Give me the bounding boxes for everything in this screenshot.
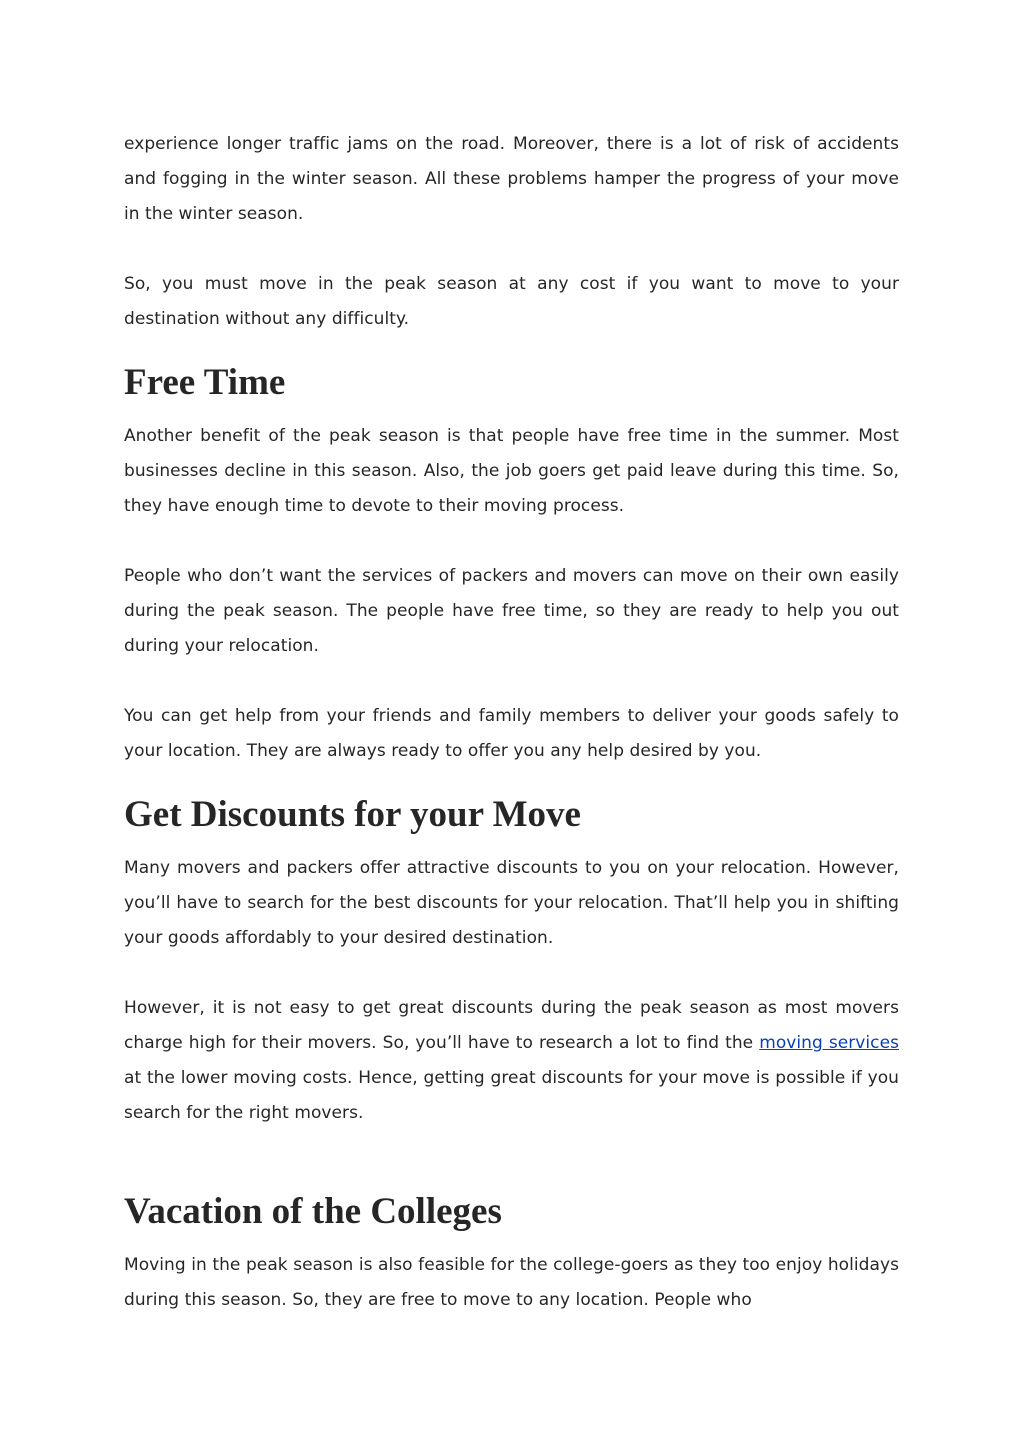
paragraph-peak-season-advice: So, you must move in the peak season at any cost if you want to move to your destination without any difficulty. [124,274,899,329]
paragraph-free-time-benefit: Another benefit of the peak season is that people have free time in the summer. Most businesses decline in this season. Also, the job goers get paid leave during this time. So, they have enough time to devote to their moving process. [124,426,899,516]
heading-get-discounts: Get Discounts for your Move [124,794,581,835]
paragraph-research-movers [124,991,899,1131]
paragraph-text-before-link: However, it is not easy to get great discounts during the peak season as most movers charge high for their movers. So, you’ll have to research a lot to find the [124,998,899,1053]
paragraph-spacer [124,524,899,559]
paragraph-college-goers: Moving in the peak season is also feasible for the college-goers as they too enjoy holidays during this season. So, they are free to move to any location. People who [124,1255,899,1310]
paragraph-winter-risks: experience longer traffic jams on the road. Moreover, there is a lot of risk of accidents and fogging in the winter season. All these problems hamper the progress of your move in the winter season. [124,134,899,224]
paragraph-spacer [124,232,899,267]
paragraph-text-after-link: at the lower moving costs. Hence, getting great discounts for your move is possible if you search for the right movers. [124,1068,899,1123]
moving-services-link[interactable]: moving services [759,1033,899,1053]
heading-free-time: Free Time [124,362,286,403]
paragraph-move-own: People who don’t want the services of packers and movers can move on their own easily during the peak season. The people have free time, so they are ready to help you out during your relocation. [124,566,899,656]
paragraph-attractive-discounts: Many movers and packers offer attractive discounts to you on your relocation. However, you’ll have to search for the best discounts for your relocation. That’ll help you in shifting your goods affordably to your desired destination. [124,858,899,948]
paragraph-spacer [124,664,899,699]
document-page [124,127,899,1318]
heading-vacation-colleges: Vacation of the Colleges [124,1191,502,1232]
paragraph-spacer [124,956,899,991]
paragraph-friends-help: You can get help from your friends and family members to deliver your goods safely to your location. They are always ready to offer you any help desired by you. [124,706,899,761]
